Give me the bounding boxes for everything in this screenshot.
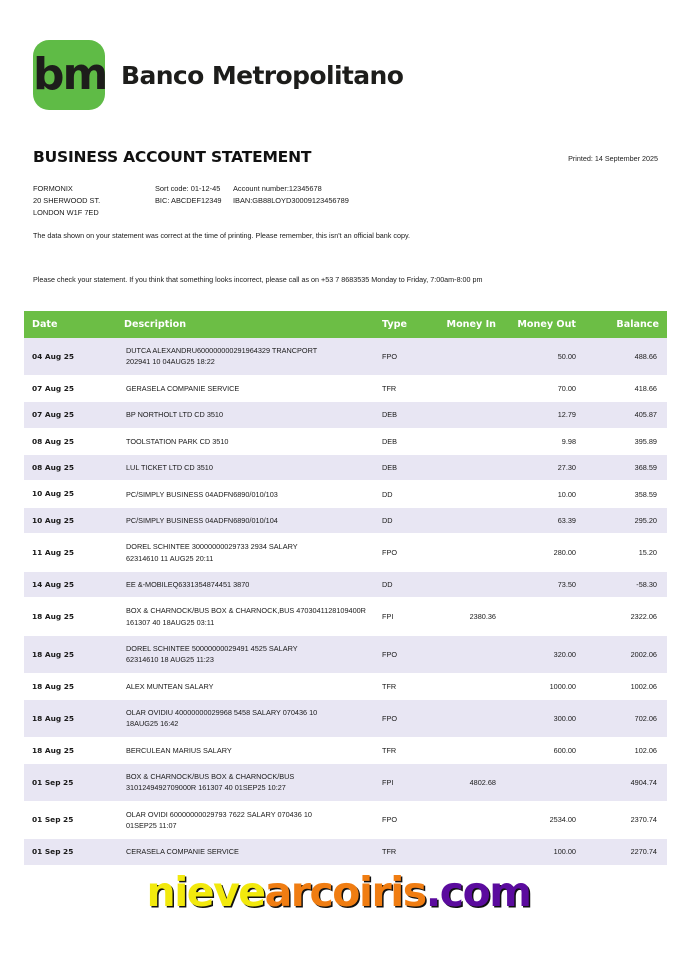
- holder-name: FORMONIX: [33, 184, 73, 193]
- cell-money-out: 63.39: [504, 507, 584, 533]
- cell-money-out: 27.30: [504, 455, 584, 481]
- holder-address-line-1: 20 SHERWOOD ST.: [33, 195, 101, 205]
- cell-money-in: [432, 534, 504, 572]
- description-line-1: DUTCA ALEXANDRU600000000291964329 TRANCPORT: [126, 346, 318, 355]
- table-row[interactable]: [24, 481, 667, 507]
- cell-type: FPO: [374, 338, 432, 375]
- cell-money-in: [432, 507, 504, 533]
- cell-balance: 102.06: [584, 737, 667, 763]
- cell-type: DEB: [374, 455, 432, 481]
- cell-date: 18 Aug 25: [24, 673, 116, 699]
- cell-description: [116, 572, 374, 598]
- cell-description: [116, 428, 374, 454]
- page-title: BUSINESS ACCOUNT STATEMENT: [33, 148, 312, 166]
- cell-date: 18 Aug 25: [24, 598, 116, 636]
- description-line-1: OLAR OVIDIU 40000000029968 5458 SALARY 070436 10: [126, 708, 318, 718]
- cell-money-in: [432, 481, 504, 507]
- cell-date: 08 Aug 25: [24, 428, 116, 454]
- cell-date: 18 Aug 25: [24, 737, 116, 763]
- cell-date: 07 Aug 25: [24, 375, 116, 401]
- notice-contact: Please check your statement. If you think that something looks incorrect, please call as on +53 7 8683535 Monday to Friday, 7:00am-8:00 pm: [33, 275, 483, 284]
- cell-date: 01 Sep 25: [24, 764, 116, 802]
- cell-date: 18 Aug 25: [24, 636, 116, 674]
- description-line-1: BOX & CHARNOCK/BUS BOX & CHARNOCK,BUS 4703041128109400R: [126, 606, 366, 616]
- description-line-2: 3101249492709000R 161307 40 01SEP25 10:27: [126, 783, 286, 793]
- cell-money-out: 73.50: [504, 572, 584, 598]
- cell-description: [116, 737, 374, 763]
- cell-date: 01 Sep 25: [24, 801, 116, 839]
- cell-description: [116, 338, 374, 375]
- cell-date: 04 Aug 25: [24, 338, 116, 375]
- cell-money-out: 50.00: [504, 338, 584, 375]
- cell-type: FPO: [374, 636, 432, 674]
- table-header: [24, 311, 667, 338]
- cell-balance: 15.20: [584, 534, 667, 572]
- cell-type: DD: [374, 481, 432, 507]
- logo-monogram: bm: [33, 49, 107, 100]
- cell-date: 01 Sep 25: [24, 839, 116, 865]
- cell-money-out: [504, 764, 584, 802]
- description-line-1: GERASELA COMPANIE SERVICE: [126, 383, 240, 393]
- description-line-2: 62314610 18 AUG25 11:23: [126, 655, 214, 665]
- cell-money-in: 2380.36: [432, 598, 504, 636]
- table-row[interactable]: [24, 700, 667, 738]
- table-row[interactable]: [24, 598, 667, 636]
- cell-date: 11 Aug 25: [24, 534, 116, 572]
- table-body: [24, 338, 667, 865]
- column-header-description[interactable]: Description: [116, 311, 374, 338]
- cell-money-in: [432, 700, 504, 738]
- cell-description: [116, 481, 374, 507]
- cell-type: TFR: [374, 839, 432, 865]
- cell-type: DD: [374, 572, 432, 598]
- description-line-1: LUL TICKET LTD CD 3510: [126, 463, 213, 473]
- cell-money-in: [432, 673, 504, 699]
- cell-type: FPO: [374, 801, 432, 839]
- cell-description: [116, 764, 374, 802]
- cell-balance: 395.89: [584, 428, 667, 454]
- cell-money-out: 12.79: [504, 402, 584, 428]
- cell-date: 14 Aug 25: [24, 572, 116, 598]
- holder-address-line-2: LONDON W1F 7ED: [33, 207, 99, 217]
- account-info-block: [33, 183, 349, 219]
- watermark-part-3: .com: [425, 868, 531, 916]
- notice-correctness: The data shown on your statement was correct at the time of printing. Please remember, this isn't an official bank copy.: [33, 231, 411, 240]
- cell-type: TFR: [374, 737, 432, 763]
- account-holder-address: [33, 183, 155, 219]
- cell-balance: 368.59: [584, 455, 667, 481]
- cell-description: [116, 507, 374, 533]
- cell-description: [116, 801, 374, 839]
- cell-money-in: [432, 455, 504, 481]
- cell-description: [116, 673, 374, 699]
- cell-description: [116, 839, 374, 865]
- cell-balance: 4904.74: [584, 764, 667, 802]
- cell-description: [116, 636, 374, 674]
- transactions-table: [24, 311, 667, 866]
- column-header-type[interactable]: Type: [374, 311, 432, 338]
- cell-description: [116, 455, 374, 481]
- table-row[interactable]: [24, 375, 667, 401]
- cell-balance: -58.30: [584, 572, 667, 598]
- description-line-1: PC/SIMPLY BUSINESS 04ADFN6890/010/104: [126, 516, 278, 526]
- cell-description: [116, 534, 374, 572]
- table-row[interactable]: [24, 338, 667, 375]
- cell-date: 07 Aug 25: [24, 402, 116, 428]
- cell-money-out: 600.00: [504, 737, 584, 763]
- table-row[interactable]: [24, 673, 667, 699]
- cell-money-out: 2534.00: [504, 801, 584, 839]
- cell-money-in: 4802.68: [432, 764, 504, 802]
- cell-balance: 2270.74: [584, 839, 667, 865]
- site-watermark: [0, 868, 691, 916]
- bank-name: Banco Metropolitano: [121, 60, 404, 90]
- cell-description: [116, 700, 374, 738]
- column-header-money-out[interactable]: Money Out: [504, 311, 584, 338]
- description-line-1: CERASELA COMPANIE SERVICE: [126, 847, 239, 857]
- cell-money-in: [432, 375, 504, 401]
- description-line-1: BERCULEAN MARIUS SALARY: [126, 745, 232, 755]
- table-row[interactable]: [24, 455, 667, 481]
- description-line-1: OLAR OVIDI 60000000029793 7622 SALARY 070436 10: [126, 809, 312, 819]
- description-line-2: 01SEP25 11:07: [126, 821, 177, 831]
- table-row[interactable]: [24, 534, 667, 572]
- description-line-1: DOREL SCHINTEE 30000000029733 2934 SALARY: [126, 542, 298, 552]
- description-line-2: 161307 40 18AUG25 03:11: [126, 617, 215, 627]
- cell-money-out: 280.00: [504, 534, 584, 572]
- account-number: Account number:12345678: [233, 184, 322, 193]
- table-row[interactable]: [24, 801, 667, 839]
- cell-date: 18 Aug 25: [24, 700, 116, 738]
- cell-description: [116, 598, 374, 636]
- column-header-date[interactable]: Date: [24, 311, 116, 338]
- cell-money-in: [432, 737, 504, 763]
- cell-type: DEB: [374, 402, 432, 428]
- cell-money-out: 70.00: [504, 375, 584, 401]
- cell-balance: 702.06: [584, 700, 667, 738]
- cell-balance: 2002.06: [584, 636, 667, 674]
- cell-money-in: [432, 572, 504, 598]
- logo-mark-icon: [33, 40, 105, 110]
- cell-type: TFR: [374, 375, 432, 401]
- table-header-row: [24, 311, 667, 338]
- cell-date: 10 Aug 25: [24, 481, 116, 507]
- cell-date: 08 Aug 25: [24, 455, 116, 481]
- cell-money-in: [432, 801, 504, 839]
- table-row[interactable]: [24, 507, 667, 533]
- description-line-1: BOX & CHARNOCK/BUS BOX & CHARNOCK/BUS: [126, 772, 295, 782]
- cell-balance: 295.20: [584, 507, 667, 533]
- cell-type: FPO: [374, 700, 432, 738]
- cell-money-out: 300.00: [504, 700, 584, 738]
- sort-code: Sort code: 01-12-45: [155, 184, 221, 193]
- cell-type: DEB: [374, 428, 432, 454]
- cell-money-in: [432, 636, 504, 674]
- cell-balance: 488.66: [584, 338, 667, 375]
- table-row[interactable]: [24, 764, 667, 802]
- bank-logo: [33, 40, 403, 110]
- column-header-balance[interactable]: Balance: [584, 311, 667, 338]
- cell-balance: 358.59: [584, 481, 667, 507]
- table-row[interactable]: [24, 636, 667, 674]
- bic-code: BIC: ABCDEF12349: [155, 195, 222, 205]
- cell-balance: 1002.06: [584, 673, 667, 699]
- description-line-2: 18AUG25 16:42: [126, 719, 179, 729]
- cell-money-out: [504, 598, 584, 636]
- printed-date: Printed: 14 September 2025: [568, 154, 658, 163]
- cell-balance: 2370.74: [584, 801, 667, 839]
- cell-money-out: 100.00: [504, 839, 584, 865]
- cell-description: [116, 402, 374, 428]
- cell-money-in: [432, 428, 504, 454]
- table-row[interactable]: [24, 402, 667, 428]
- cell-balance: 418.66: [584, 375, 667, 401]
- cell-type: FPO: [374, 534, 432, 572]
- account-identifiers: [155, 183, 349, 219]
- description-line-1: ALEX MUNTEAN SALARY: [126, 681, 214, 691]
- iban-code: IBAN:GB88LOYD30009123456789: [233, 195, 349, 205]
- description-line-1: TOOLSTATION PARK CD 3510: [126, 436, 229, 446]
- watermark-part-2: arcoiris: [264, 868, 426, 916]
- description-line-1: PC/SIMPLY BUSINESS 04ADFN6890/010/103: [126, 489, 278, 499]
- description-line-1: DOREL SCHINTEE 50000000029491 4525 SALARY: [126, 644, 298, 654]
- cell-type: FPI: [374, 764, 432, 802]
- cell-money-in: [432, 839, 504, 865]
- cell-type: DD: [374, 507, 432, 533]
- cell-money-out: 320.00: [504, 636, 584, 674]
- cell-type: TFR: [374, 673, 432, 699]
- cell-description: [116, 375, 374, 401]
- table-row[interactable]: [24, 839, 667, 865]
- description-line-1: BP NORTHOLT LTD CD 3510: [126, 410, 224, 420]
- title-row: [33, 148, 658, 166]
- table-row[interactable]: [24, 428, 667, 454]
- table-row[interactable]: [24, 737, 667, 763]
- cell-money-in: [432, 402, 504, 428]
- cell-money-out: 1000.00: [504, 673, 584, 699]
- table-row[interactable]: [24, 572, 667, 598]
- watermark-part-1: nieve: [146, 868, 265, 916]
- description-line-1: EE &-MOBILEQ6331354874451 3870: [126, 580, 250, 590]
- cell-balance: 405.87: [584, 402, 667, 428]
- cell-date: 10 Aug 25: [24, 507, 116, 533]
- description-line-2: 62314610 11 AUG25 20:11: [126, 553, 214, 563]
- cell-money-out: 10.00: [504, 481, 584, 507]
- cell-money-out: 9.98: [504, 428, 584, 454]
- cell-type: FPI: [374, 598, 432, 636]
- cell-balance: 2322.06: [584, 598, 667, 636]
- description-line-2: 202941 10 04AUG25 18:22: [126, 357, 215, 367]
- cell-money-in: [432, 338, 504, 375]
- column-header-money-in[interactable]: Money In: [432, 311, 504, 338]
